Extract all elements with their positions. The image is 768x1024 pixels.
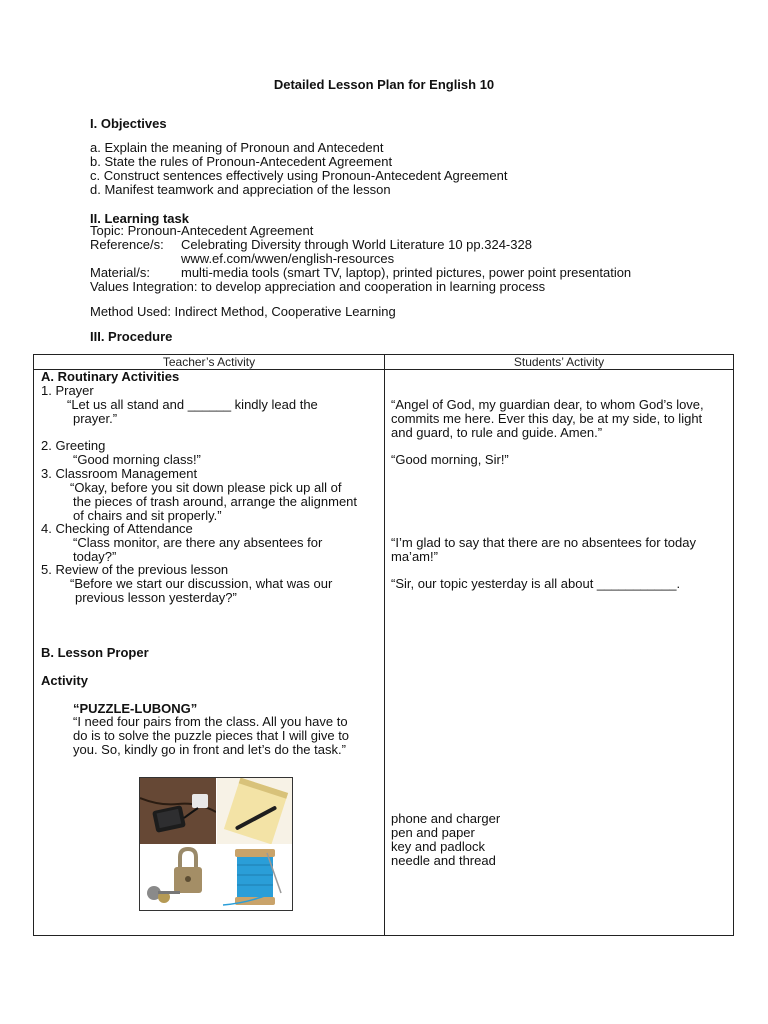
prayer-teacher-line: prayer.” bbox=[73, 411, 118, 426]
values-line: Values Integration: to develop appreciation and cooperation in learning process bbox=[90, 279, 546, 294]
phone-charger-picture bbox=[140, 778, 216, 844]
answer-item: phone and charger bbox=[391, 811, 501, 826]
page-title: Detailed Lesson Plan for English 10 bbox=[273, 77, 495, 92]
procedure-heading: III. Procedure bbox=[90, 329, 173, 344]
attendance-teacher-line: today?” bbox=[73, 549, 117, 564]
attendance-student-line: ma’am!” bbox=[391, 549, 438, 564]
greeting-teacher-line: “Good morning class!” bbox=[73, 452, 201, 467]
puzzle-teacher-line: do is to solve the puzzle pieces that I will give to bbox=[73, 728, 350, 743]
reference-line-2: www.ef.com/wwen/english-resources bbox=[181, 251, 395, 266]
routinary-heading: A. Routinary Activities bbox=[41, 369, 180, 384]
puzzle-title: “PUZZLE-LUBONG” bbox=[73, 701, 198, 716]
material-value: multi-media tools (smart TV, laptop), printed pictures, power point presentation bbox=[181, 265, 632, 280]
review-label: 5. Review of the previous lesson bbox=[41, 562, 229, 577]
material-line bbox=[90, 266, 631, 280]
objective-item: c. Construct sentences effectively using Pronoun-Antecedent Agreement bbox=[90, 168, 508, 183]
classroom-management-label: 3. Classroom Management bbox=[41, 466, 198, 481]
review-student-line: “Sir, our topic yesterday is all about ___________. bbox=[391, 576, 681, 591]
puzzle-pictures bbox=[139, 777, 293, 911]
reference-value: Celebrating Diversity through World Literature 10 pp.324-328 bbox=[181, 237, 532, 252]
attendance-label: 4. Checking of Attendance bbox=[41, 521, 193, 536]
lesson-proper-heading: B. Lesson Proper bbox=[41, 645, 149, 660]
review-teacher-line: previous lesson yesterday?” bbox=[75, 590, 237, 605]
method-line: Method Used: Indirect Method, Cooperative Learning bbox=[90, 304, 396, 319]
answer-item: needle and thread bbox=[391, 853, 496, 868]
attendance-student-line: “I’m glad to say that there are no absentees for today bbox=[391, 535, 696, 550]
management-teacher-line: “Okay, before you sit down please pick up all of bbox=[70, 480, 342, 495]
greeting-label: 2. Greeting bbox=[41, 438, 106, 453]
pen-paper-picture bbox=[217, 778, 293, 844]
activity-heading: Activity bbox=[41, 673, 88, 688]
reference-label: Reference/s: bbox=[90, 237, 164, 252]
prayer-label: 1. Prayer bbox=[41, 383, 94, 398]
management-teacher-line: the pieces of trash around, arrange the alignment bbox=[73, 494, 358, 509]
key-padlock-picture bbox=[140, 845, 216, 911]
management-teacher-line: of chairs and sit properly.” bbox=[73, 508, 222, 523]
prayer-student-line: and guard, to rule and guide. Amen.” bbox=[391, 425, 603, 440]
prayer-student-line: “Angel of God, my guardian dear, to whom God’s love, bbox=[391, 397, 704, 412]
material-label: Material/s: bbox=[90, 265, 150, 280]
review-teacher-line: “Before we start our discussion, what was our bbox=[70, 576, 333, 591]
prayer-teacher-line: “Let us all stand and ______ kindly lead the bbox=[67, 397, 318, 412]
puzzle-teacher-line: “I need four pairs from the class. All you have to bbox=[73, 714, 348, 729]
teacher-activity-header: Teacher’s Activity bbox=[162, 355, 256, 369]
prayer-student-line: commits me here. Ever this day, be at my side, to light bbox=[391, 411, 703, 426]
objective-item: a. Explain the meaning of Pronoun and Antecedent bbox=[90, 140, 384, 155]
answer-item: key and padlock bbox=[391, 839, 485, 854]
topic-line: Topic: Pronoun-Antecedent Agreement bbox=[90, 223, 314, 238]
attendance-teacher-line: “Class monitor, are there any absentees for bbox=[73, 535, 323, 550]
objective-item: d. Manifest teamwork and appreciation of the lesson bbox=[90, 182, 391, 197]
objective-item: b. State the rules of Pronoun-Antecedent Agreement bbox=[90, 154, 393, 169]
reference-line bbox=[90, 238, 532, 252]
objectives-heading: I. Objectives bbox=[90, 116, 167, 131]
column-divider bbox=[384, 355, 385, 935]
needle-thread-picture bbox=[217, 845, 293, 911]
answer-item: pen and paper bbox=[391, 825, 475, 840]
learning-task-heading: II. Learning task bbox=[90, 211, 189, 226]
procedure-table bbox=[33, 354, 734, 936]
puzzle-teacher-line: you. So, kindly go in front and let’s do the task.” bbox=[73, 742, 346, 757]
greeting-student-line: “Good morning, Sir!” bbox=[391, 452, 509, 467]
student-activity-header: Students’ Activity bbox=[513, 355, 605, 369]
